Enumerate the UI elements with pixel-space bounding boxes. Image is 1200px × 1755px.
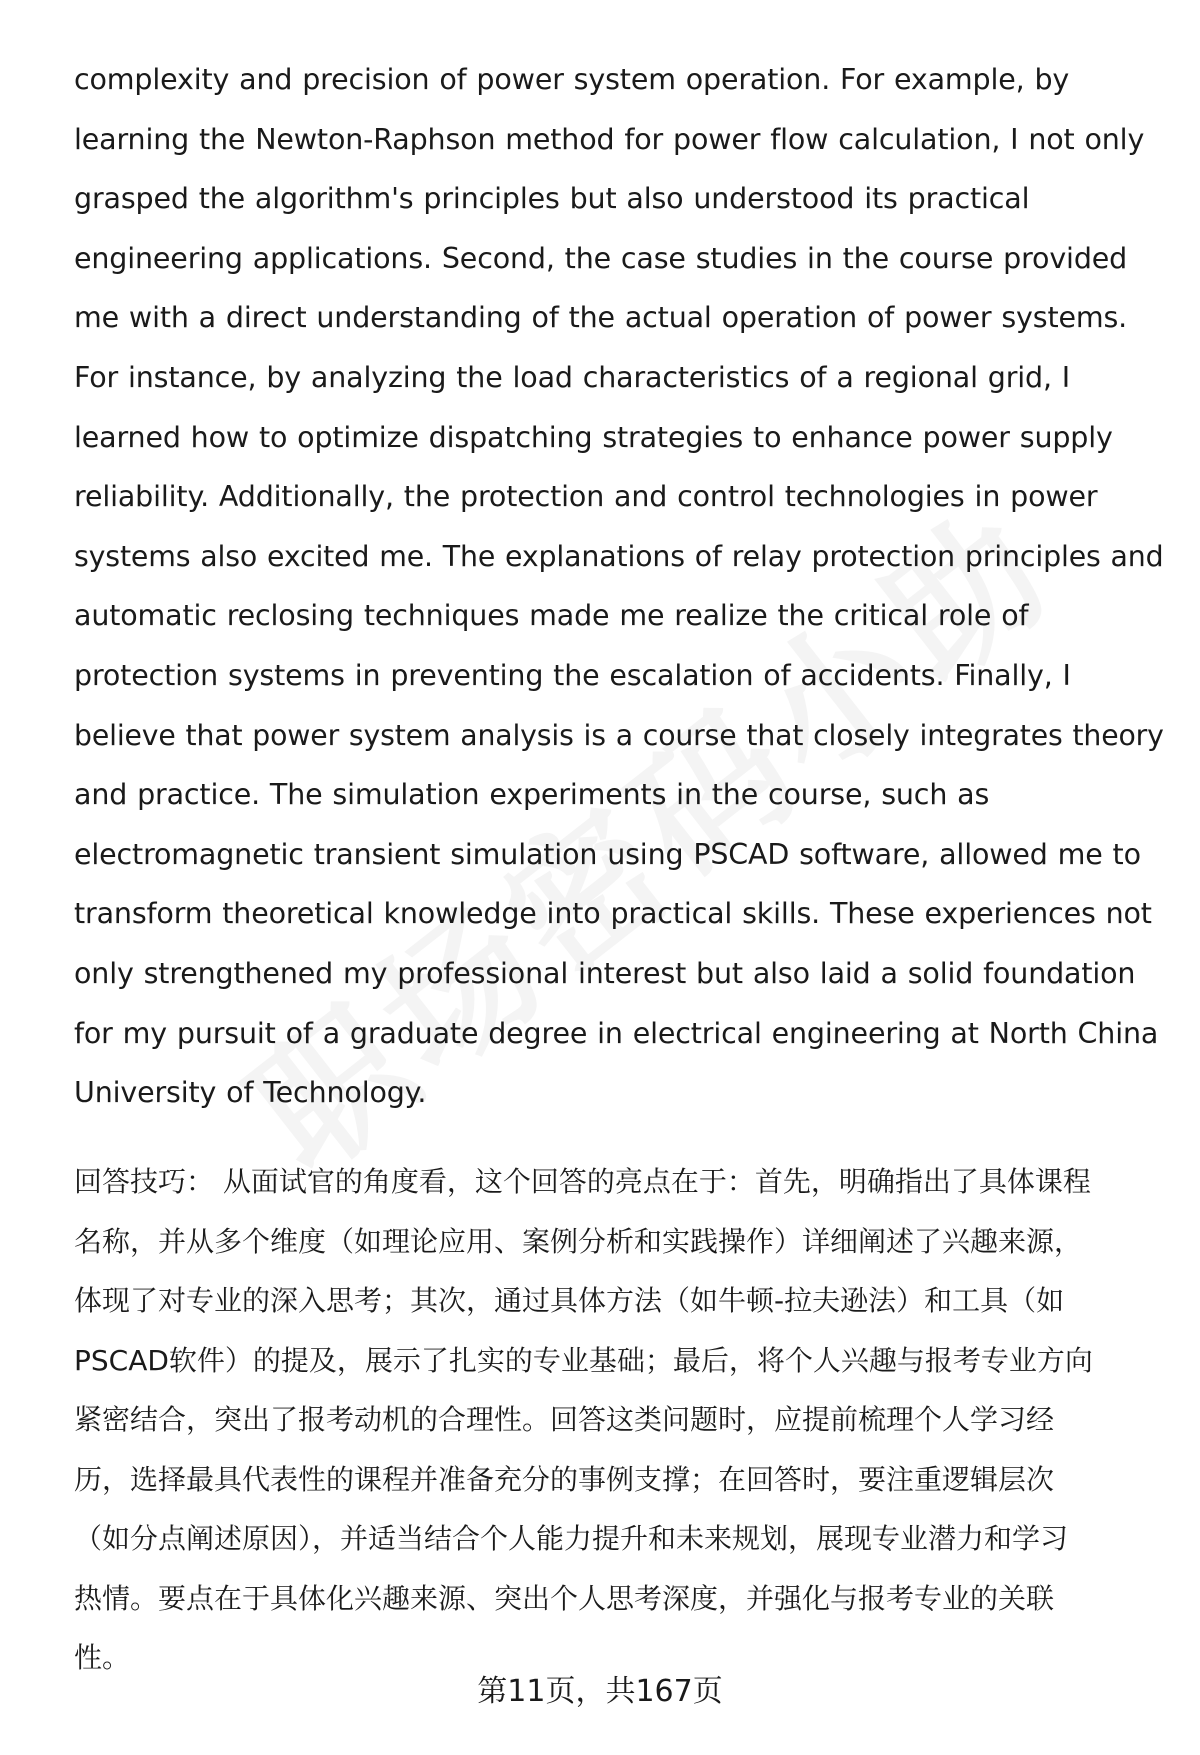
text-line: University of Technology. bbox=[74, 1076, 427, 1110]
text-line: （如分点阐述原因），并适当结合个人能力提升和未来规划，展现专业潜力和学习 bbox=[74, 1522, 1069, 1555]
text-line: complexity and precision of power system operation. For example, by bbox=[74, 63, 1070, 96]
answer-tips-paragraph-cn bbox=[74, 1152, 1164, 1688]
text-line: automatic reclosing techniques made me realize the critical role of bbox=[74, 599, 1029, 633]
text-line: 体现了对专业的深入思考；其次，通过具体方法（如牛顿-拉夫逊法）和工具（如 bbox=[74, 1284, 1065, 1317]
text-line: learning the Newton-Raphson method for power flow calculation, I not only bbox=[74, 122, 1145, 156]
text-line: PSCAD软件）的提及，展示了扎实的专业基础；最后，将个人兴趣与报考专业方向 bbox=[74, 1343, 1093, 1377]
text-line: learned how to optimize dispatching strategies to enhance power supply bbox=[74, 420, 1113, 454]
text-line: believe that power system analysis is a course that closely integrates theory bbox=[74, 718, 1164, 752]
text-line: electromagnetic transient simulation using PSCAD software, allowed me to bbox=[74, 837, 1141, 871]
text-line: 性。 bbox=[74, 1641, 131, 1674]
text-line: 紧密结合，突出了报考动机的合理性。回答这类问题时，应提前梳理个人学习经 bbox=[74, 1403, 1055, 1436]
text-line: 名称，并从多个维度（如理论应用、案例分析和实践操作）详细阐述了兴趣来源， bbox=[74, 1224, 1083, 1258]
text-line: grasped the algorithm's principles but also understood its practical bbox=[74, 182, 1030, 216]
text-line: and practice. The simulation experiments in the course, such as bbox=[74, 778, 990, 812]
text-line: transform theoretical knowledge into practical skills. These experiences not bbox=[74, 897, 1152, 931]
text-line: engineering applications. Second, the case studies in the course provided bbox=[74, 241, 1128, 275]
text-line: For instance, by analyzing the load characteristics of a regional grid, I bbox=[74, 360, 1071, 394]
text-line: protection systems in preventing the escalation of accidents. Finally, I bbox=[74, 658, 1071, 692]
text-line: only strengthened my professional interest but also laid a solid foundation bbox=[74, 956, 1136, 990]
text-line: 回答技巧： 从面试官的角度看，这个回答的亮点在于：首先，明确指出了具体课程 bbox=[74, 1165, 1091, 1198]
text-line: for my pursuit of a graduate degree in electrical engineering at North China bbox=[74, 1016, 1159, 1050]
text-line: systems also excited me. The explanations of relay protection principles and bbox=[74, 539, 1164, 573]
text-line: reliability. Additionally, the protection and control technologies in power bbox=[74, 480, 1098, 514]
text-line: 热情。要点在于具体化兴趣来源、突出个人思考深度，并强化与报考专业的关联 bbox=[74, 1581, 1055, 1615]
text-line: 历，选择最具代表性的课程并准备充分的事例支撑；在回答时，要注重逻辑层次 bbox=[74, 1462, 1055, 1496]
page-number: 第11页，共167页 bbox=[477, 1674, 723, 1709]
text-line: me with a direct understanding of the actual operation of power systems. bbox=[74, 301, 1128, 335]
answer-paragraph-en bbox=[74, 50, 1164, 1123]
